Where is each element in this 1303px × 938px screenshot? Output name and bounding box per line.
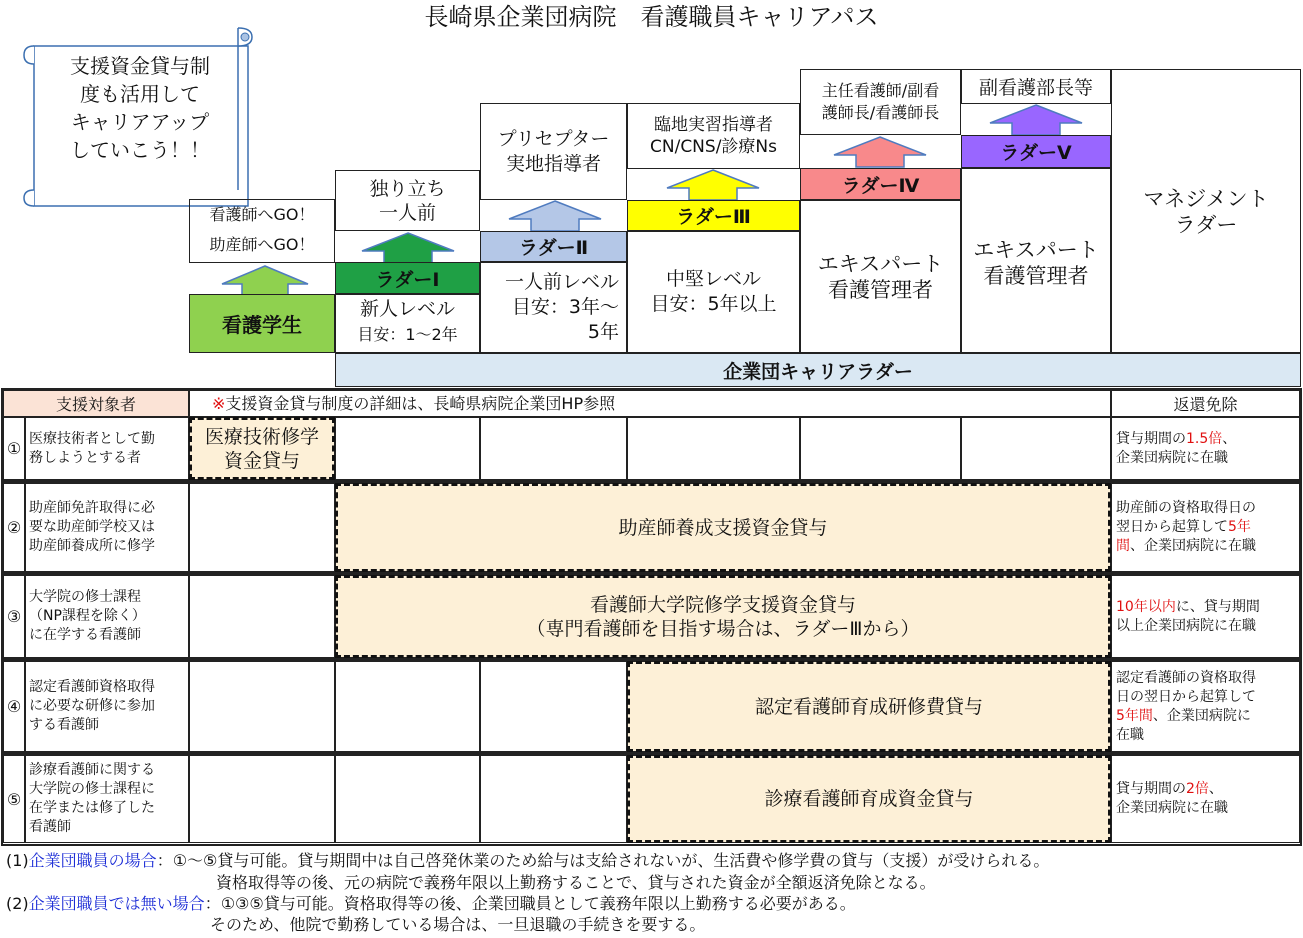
goal-midwife: 助産師へGO！ (209, 235, 315, 254)
arrow-up-icon (360, 231, 456, 264)
ladder4-top: 主任看護師/副看 護師長/看護師長 (800, 69, 961, 135)
career-ladder-bar: 企業団キャリアラダー (335, 353, 1301, 387)
row-exemption: 助産師の資格取得日の 翌日から起算して5年 間、企業団病院に在職 (1111, 483, 1300, 572)
grid-cell (189, 661, 335, 752)
ladder2-level: 一人前レベル 目安：3年～ 5年 (504, 271, 619, 343)
grid-cell (480, 661, 627, 752)
callout-text: 支援資金貸与制 度も活用して キャリアアップ していこう！！ (70, 54, 210, 162)
ladder1-top: 独り立ち 一人前 (335, 170, 480, 231)
row-target: 大学院の修士課程 （NP課程を除く） に在学する看護師 (25, 575, 189, 658)
row-exemption: 認定看護師の資格取得 日の翌日から起算して 5年間、企業団病院に 在職 (1111, 661, 1300, 752)
row-number: ④ (3, 661, 25, 752)
ladder1-level: 新人レベル (359, 298, 455, 320)
row-separator (3, 480, 1300, 483)
ladder3-level: 中堅レベル 目安：5年以上 (627, 231, 800, 353)
row-exemption: 貸与期間の1.5倍、 企業団病院に在職 (1111, 417, 1300, 480)
loan-dashed-border (335, 575, 1111, 658)
management-ladder: マネジメント ラダー (1111, 69, 1301, 353)
row-number: ② (3, 483, 25, 572)
ladder2-top: プリセプター 実地指導者 (480, 103, 627, 200)
grid-cell (189, 755, 335, 843)
grid-cell (800, 417, 961, 480)
grid-cell (480, 755, 627, 843)
loan-program: 助産師養成支援資金貸与 (335, 483, 1111, 572)
row-number: ③ (3, 575, 25, 658)
loan-dashed-border (189, 417, 335, 480)
goal-nurse: 看護師へGO！ (209, 205, 315, 224)
ladder4-level: エキスパート 看護管理者 (800, 200, 961, 353)
arrow-up-icon (665, 168, 761, 201)
grid-cell (480, 417, 627, 480)
note-1: (1)企業団職員の場合：①～⑤貸与可能。貸与期間中は自己啓発休業のため給与は支給されないが、生活費や修学費の貸与（支援）が受けられる。 (6, 851, 1050, 870)
row-target: 医療技術者として勤 務しようとする者 (25, 417, 189, 480)
row-target: 認定看護師資格取得 に必要な研修に参加 する看護師 (25, 661, 189, 752)
ladder3-top: 臨地実習指導者 CN/CNS/診療Ns (627, 103, 800, 169)
row-separator (3, 572, 1300, 575)
loan-program: 診療看護師育成資金貸与 (627, 755, 1111, 843)
loan-dashed-border (335, 483, 1111, 572)
note-2: (2)企業団職員では無い場合：①③⑤貸与可能。資格取得等の後、企業団職員として義務年限以上勤務する必要がある。 (6, 894, 856, 913)
loan-program: 看護師大学院修学支援資金貸与 （専門看護師を目指す場合は、ラダーⅢから） (335, 575, 1111, 658)
note-2-line2: そのため、他院で勤務している場合は、一旦退職の手続きを要する。 (210, 915, 706, 934)
arrow-up-icon (832, 135, 928, 168)
page-title: 長崎県企業団病院 看護職員キャリアパス (424, 3, 879, 31)
ladder2-badge: ラダーⅡ (480, 231, 627, 262)
arrow-up-icon (507, 199, 603, 232)
row-number: ⑤ (3, 755, 25, 843)
head-note: ※支援資金貸与制度の詳細は、長崎県病院企業団HP参照 (189, 390, 1111, 417)
grid-cell (189, 483, 335, 572)
row-exemption: 10年以内に、貸与期間 以上企業団病院に在職 (1111, 575, 1300, 658)
row-separator (3, 752, 1300, 755)
row-target: 助産師免許取得に必 要な助産師学校又は 助産師養成所に修学 (25, 483, 189, 572)
grid-cell (627, 417, 800, 480)
row-number: ① (3, 417, 25, 480)
ladder4-badge: ラダーⅣ (800, 168, 961, 200)
ladder1-aim: 目安：1～2年 (357, 325, 458, 344)
ladder5-top: 副看護部長等 (961, 69, 1111, 104)
row-separator (3, 658, 1300, 661)
row-exemption: 貸与期間の2倍、 企業団病院に在職 (1111, 755, 1300, 843)
note-1-line2: 資格取得等の後、元の病院で義務年限以上勤務することで、貸与された資金が全額返済免除となる。 (216, 873, 936, 892)
arrow-up-icon (220, 264, 310, 296)
loan-dashed-border (627, 661, 1111, 752)
arrow-up-icon (988, 103, 1084, 136)
ladder3-badge: ラダーⅢ (627, 200, 800, 231)
grid-cell (335, 417, 480, 480)
student-badge: 看護学生 (189, 294, 335, 353)
loan-dashed-border (627, 755, 1111, 843)
ladder5-level: エキスパート 看護管理者 (961, 168, 1111, 353)
grid-cell (189, 575, 335, 658)
grid-cell (335, 661, 480, 752)
ladder5-badge: ラダーⅤ (961, 135, 1111, 168)
grid-cell (961, 417, 1111, 480)
loan-program: 医療技術修学 資金貸与 (189, 417, 335, 480)
grid-cell (335, 755, 480, 843)
ladder1-badge: ラダーⅠ (335, 262, 480, 294)
head-target: 支援対象者 (3, 390, 189, 417)
loan-program: 認定看護師育成研修費貸与 (627, 661, 1111, 752)
row-target: 診療看護師に関する 大学院の修士課程に 在学または修了した 看護師 (25, 755, 189, 843)
head-exempt: 返還免除 (1111, 390, 1300, 417)
